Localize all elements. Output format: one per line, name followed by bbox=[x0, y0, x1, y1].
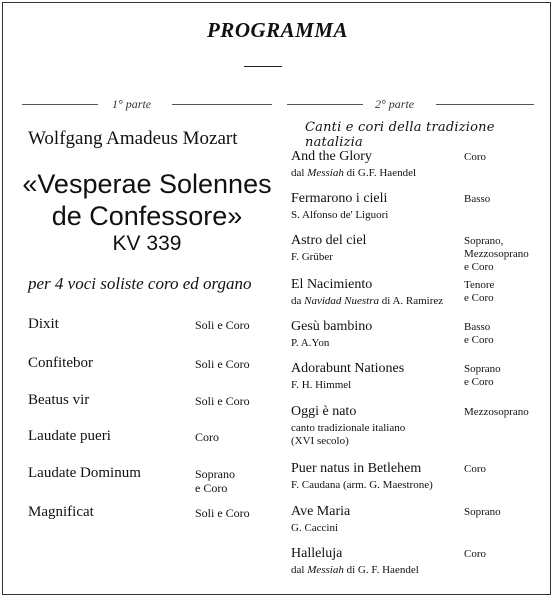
movement-name: Magnificat bbox=[28, 504, 94, 520]
piece-author bbox=[291, 522, 338, 535]
movement-voices bbox=[195, 318, 250, 332]
piece-author-line: S. Alfonso de' Liguori bbox=[291, 209, 389, 221]
voice-line: Mezzosoprano bbox=[464, 248, 529, 260]
part1-label: 1° parte bbox=[112, 97, 152, 111]
piece-author bbox=[291, 251, 333, 264]
work-source-title: Messiah bbox=[307, 564, 344, 576]
voice-line: e Coro bbox=[464, 292, 494, 304]
voice-line: Soprano, bbox=[464, 235, 504, 247]
piece-title: Astro del ciel bbox=[291, 233, 367, 248]
piece-title: Adorabunt Nationes bbox=[291, 361, 405, 376]
piece-title: Halleluja bbox=[291, 546, 343, 561]
work-source-title: Messiah bbox=[307, 167, 344, 179]
voice-line: e Coro bbox=[464, 261, 494, 273]
piece-voices bbox=[464, 363, 501, 389]
piece-title: Ave Maria bbox=[291, 504, 351, 519]
piece-author bbox=[291, 209, 388, 222]
movement-voices bbox=[195, 394, 250, 408]
piece-author-line: da Navidad Nuestra di A. Ramirez bbox=[291, 295, 444, 307]
piece-author bbox=[291, 379, 351, 392]
piece-voices bbox=[464, 279, 494, 305]
composer-name: Wolfgang Amadeus Mozart bbox=[28, 128, 238, 149]
movement-name: Dixit bbox=[28, 316, 59, 332]
piece-title: Fermarono i cieli bbox=[291, 191, 388, 206]
voice-line: e Coro bbox=[195, 481, 228, 495]
movement-voices bbox=[195, 506, 250, 520]
title-rule bbox=[244, 66, 282, 67]
piece-author bbox=[291, 167, 416, 180]
voice-line: Soprano bbox=[195, 467, 235, 481]
part2-subtitle: Canti e cori della tradizione natalizia bbox=[305, 120, 495, 150]
piece-voices bbox=[464, 506, 501, 519]
work-title bbox=[22, 168, 272, 232]
piece-author-line: dal Messiah di G.F. Haendel bbox=[291, 167, 417, 179]
piece-voices bbox=[464, 193, 490, 206]
piece-author-line: (XVI secolo) bbox=[291, 435, 349, 447]
piece-voices bbox=[464, 406, 529, 419]
voice-line: e Coro bbox=[464, 376, 494, 388]
piece-author-line: P. A.Yon bbox=[291, 337, 330, 349]
piece-author-line: F. H. Himmel bbox=[291, 379, 352, 391]
movement-name: Confitebor bbox=[28, 355, 93, 371]
piece-title: Gesù bambino bbox=[291, 319, 373, 334]
voice-line: Soli e Coro bbox=[195, 394, 250, 408]
work-source-title: Navidad Nuestra bbox=[304, 295, 380, 307]
piece-voices bbox=[464, 321, 494, 347]
piece-author bbox=[291, 295, 443, 308]
movement-name: Laudate Dominum bbox=[28, 465, 141, 481]
voice-line: Basso bbox=[464, 321, 491, 333]
voice-line: e Coro bbox=[464, 334, 494, 346]
piece-author-line: G. Caccini bbox=[291, 522, 339, 534]
voice-line: Tenore bbox=[464, 279, 495, 291]
part2-rule-right bbox=[436, 104, 534, 105]
movement-voices bbox=[195, 357, 250, 371]
movement-name: Beatus vir bbox=[28, 392, 90, 408]
piece-author-line: F. Grüber bbox=[291, 251, 333, 263]
page-title: PROGRAMMA bbox=[206, 18, 349, 42]
work-title-line1: «Vesperae Solennes bbox=[22, 169, 272, 199]
voice-line: Basso bbox=[464, 193, 491, 205]
voice-line: Soli e Coro bbox=[195, 357, 250, 371]
voice-line: Coro bbox=[195, 430, 219, 444]
piece-voices bbox=[464, 151, 486, 164]
piece-title: Puer natus in Betlehem bbox=[291, 461, 422, 476]
voice-line: Coro bbox=[464, 463, 486, 475]
piece-voices bbox=[464, 235, 529, 274]
voice-line: Coro bbox=[464, 151, 486, 163]
catalog-number: KV 339 bbox=[112, 232, 182, 255]
piece-author bbox=[291, 564, 419, 577]
voice-line: Coro bbox=[464, 548, 486, 560]
part2-label: 2° parte bbox=[375, 97, 415, 111]
voice-line: Soli e Coro bbox=[195, 318, 250, 332]
piece-voices bbox=[464, 548, 486, 561]
voice-line: Mezzosoprano bbox=[464, 406, 529, 418]
movement-name: Laudate pueri bbox=[28, 428, 111, 444]
voice-line: Soprano bbox=[464, 363, 501, 375]
piece-author-line: dal Messiah di G. F. Haendel bbox=[291, 564, 419, 576]
piece-title: Oggi è nato bbox=[291, 404, 357, 419]
scoring-subtitle: per 4 voci soliste coro ed organo bbox=[28, 274, 252, 293]
piece-author-line: canto tradizionale italiano bbox=[291, 422, 406, 434]
piece-voices bbox=[464, 463, 486, 476]
piece-author bbox=[291, 479, 433, 492]
part2-header bbox=[0, 97, 555, 111]
piece-author bbox=[291, 337, 329, 350]
piece-author-line: F. Caudana (arm. G. Maestrone) bbox=[291, 479, 433, 491]
voice-line: Soli e Coro bbox=[195, 506, 250, 520]
part2-rule-left bbox=[287, 104, 363, 105]
voice-line: Soprano bbox=[464, 506, 501, 518]
movement-voices bbox=[195, 467, 235, 495]
piece-title: El Nacimiento bbox=[291, 277, 373, 292]
piece-author bbox=[291, 422, 405, 448]
movement-voices bbox=[195, 430, 219, 444]
work-title-line2: de Confessore» bbox=[51, 201, 243, 231]
piece-title: And the Glory bbox=[291, 149, 372, 164]
